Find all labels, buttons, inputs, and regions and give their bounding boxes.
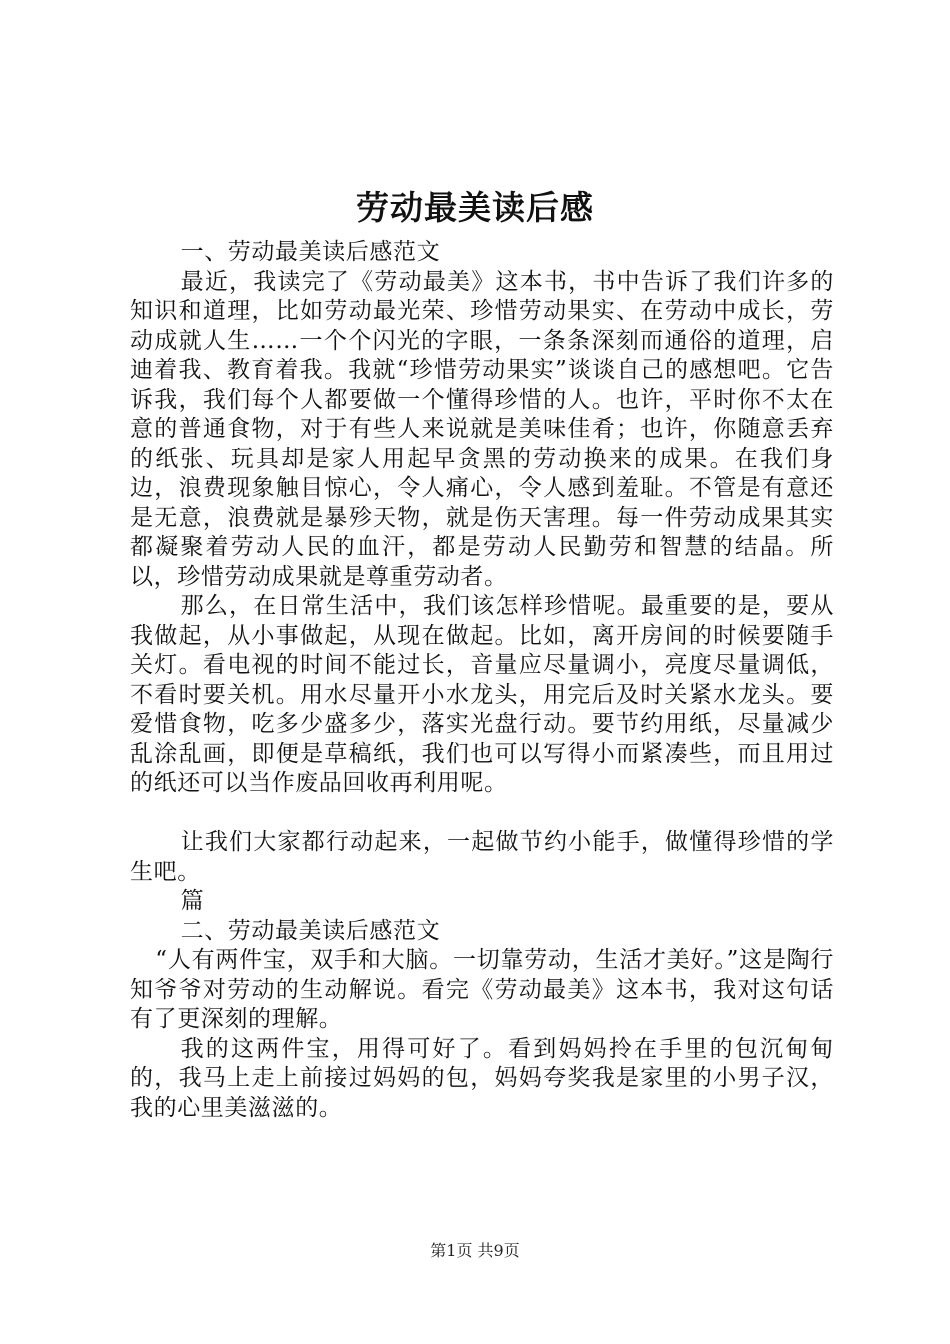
section-heading-2: 二、劳动最美读后感范文 — [180, 917, 441, 944]
section-heading-1: 一、劳动最美读后感范文 — [180, 239, 441, 265]
page-footer: 第1页 共9页 — [430, 1241, 520, 1260]
paragraph: 我的这两件宝，用得可好了。看到妈妈拎在手里的包沉甸甸的，我马上走上前接过妈妈的包，妈妈夸奖我是家里的小男子汉，我的心里美滋滋的。 — [130, 1035, 834, 1121]
paragraph: 最近，我读完了《劳动最美》这本书，书中告诉了我们许多的知识和道理，比如劳动最光荣、珍惜劳动果实、在劳动中成长，劳动成就人生……一个个闪光的字眼，一条条深刻而通俗的道理，启迪着我、教育着我。我就“珍惜劳动果实”谈谈自己的感想吧。它告诉我，我们每个人都要做一个懂得珍惜的人。也许，平时你不太在意的普通食物，对于有些人来说就是美味佳肴；也许，你随意丢弃的纸张、玩具却是家人用起早贪黑的劳动换来的成果。在我们身边，浪费现象触目惊心，令人痛心，令人感到羞耻。不管是有意还是无意，浪费就是暴殄天物，就是伤天害理。每一件劳动成果其实都凝聚着劳动人民的血汗，都是劳动人民勤劳和智慧的结晶。所以，珍惜劳动成果就是尊重劳动者。 — [130, 268, 834, 590]
paragraph: 让我们大家都行动起来，一起做节约小能手，做懂得珍惜的学生吧。 — [130, 829, 834, 885]
document-title: 劳动最美读后感 — [356, 188, 594, 227]
paragraph: “人有两件宝，双手和大脑。一切靠劳动，生活才美好。”这是陶行知爷爷对劳动的生动解说。看完《劳动最美》这本书，我对这句话有了更深刻的理解。 — [130, 947, 834, 1032]
paragraph: 那么，在日常生活中，我们该怎样珍惜呢。最重要的是，要从我做起，从小事做起，从现在做起。比如，离开房间的时候要随手关灯。看电视的时间不能过长，音量应尽量调小，亮度尽量调低，不看时要关机。用水尽量开小水龙头，用完后及时关紧水龙头。要爱惜食物，吃多少盛多少，落实光盘行动。要节约用纸，尽量减少乱涂乱画，即便是草稿纸，我们也可以写得小而紧凑些，而且用过的纸还可以当作废品回收再利用呢。 — [130, 593, 834, 796]
section-marker: 篇 — [180, 888, 205, 914]
document-body — [130, 238, 834, 1123]
paragraph-gap — [130, 799, 834, 829]
